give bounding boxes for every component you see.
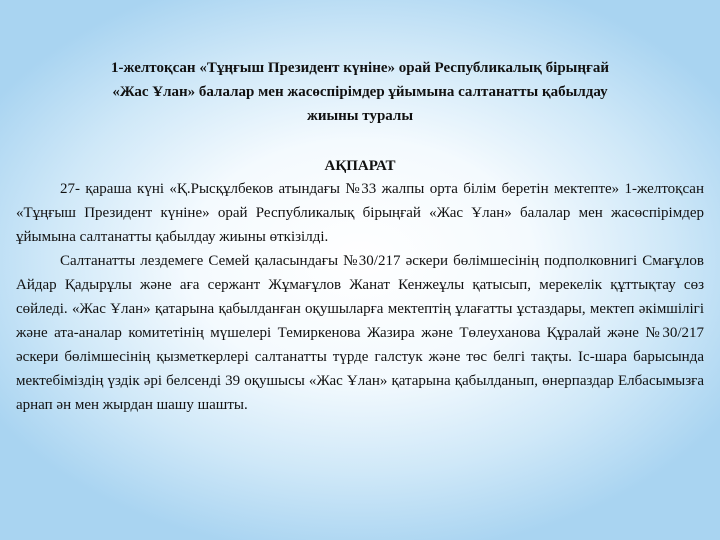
paragraph-1: 27- қараша күні «Қ.Рысқұлбеков атындағы №33 жалпы орта білім беретін мектепте» 1-желтоқсан «Тұңғыш Президент күніне» орай Республикалық бірыңғай «Жас Ұлан» балалар мен жасөспірімдер ұйымына салтанатты қабылдау жиыны өткізілді. — [16, 181, 704, 245]
document-body — [16, 177, 704, 417]
document-type-heading: АҚПАРАТ — [324, 158, 396, 174]
title-line-3: жиыны туралы — [306, 108, 414, 124]
document-title — [30, 56, 690, 128]
title-line-2: «Жас Ұлан» балалар мен жасөспірімдер ұйымына салтанатты қабылдау — [112, 84, 608, 100]
paragraph-2: Салтанатты лездемеге Семей қаласындағы №30/217 әскери бөлімшесінің подполковнигі Смағұлов Айдар Қадырұлы және аға сержант Жұмағұлов Жанат Кенжеұлы қатысып, мерекелік құттықтау сөз сөйледі. «Жас Ұлан» қатарына қабылданған оқушыларға мектептің ұлағатты ұстаздары, мектеп әкімшілігі және ата-аналар комитетінің мүшелері Темиркенова Жазира және Төлеуханова Құралай және №30/217 әскери бөлімшесінің қызметкерлері салтанатты түрде галстук және төс белгі тақты. Іс-шара барысында мектебіміздің үздік әрі белсенді 39 оқушысы «Жас Ұлан» қатарына қабылданып, өнерпаздар Елбасымызға арнап ән мен жырдан шашу шашты. — [16, 253, 704, 413]
title-line-1: 1-желтоқсан «Тұңғыш Президент күніне» орай Республикалық бірыңғай — [111, 60, 609, 76]
